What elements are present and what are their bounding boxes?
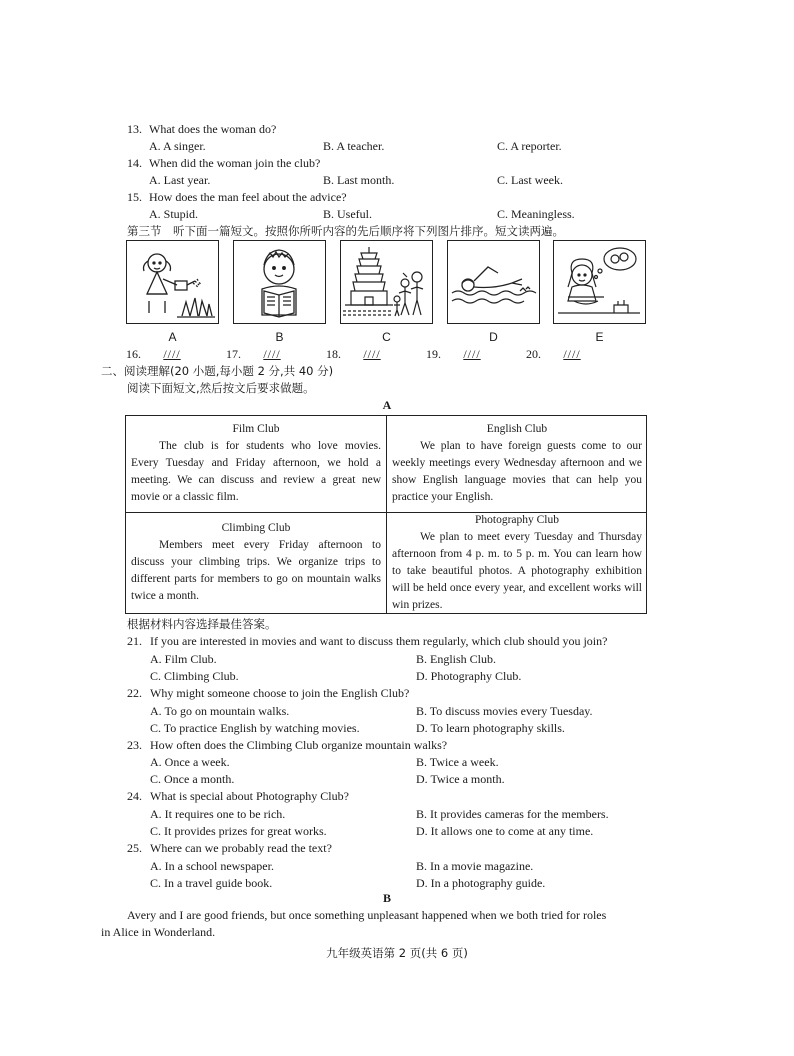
option-c[interactable]: C. Once a month. (150, 772, 235, 786)
option-c[interactable]: C. It provides prizes for great works. (150, 824, 327, 838)
option-a[interactable]: A. It requires one to be rich. (150, 807, 286, 821)
answer-blank-19[interactable]: //// (463, 347, 481, 361)
question-text: How does the man feel about the advice? (149, 190, 347, 204)
option-b[interactable]: B. It provides cameras for the members. (416, 807, 609, 821)
question-number: 25. (127, 841, 142, 855)
question-text: Why might someone choose to join the English Club? (150, 686, 410, 700)
option-c[interactable]: C. Climbing Club. (150, 669, 239, 683)
choose-instruction: 根据材料内容选择最佳答案。 (127, 617, 277, 631)
answer-number: 18. (326, 347, 341, 361)
option-d[interactable]: D. It allows one to come at any time. (416, 824, 594, 838)
picture-label-a: A (168, 330, 177, 344)
club-title: Film Club (232, 423, 280, 435)
club-description: The club is for students who love movies. Every Tuesday and Friday afternoon, we hold a meeting. We can discuss and review a great new movie or a classic film. (131, 440, 381, 503)
picture-a (126, 240, 219, 324)
club-description: We plan to have foreign guests come to our weekly meetings every Wednesday afternoon and we show English language movies that can help you practice your English. (392, 440, 642, 503)
club-title: English Club (486, 423, 548, 435)
answer-blank-18[interactable]: //// (363, 347, 381, 361)
question-number: 15. (127, 190, 142, 204)
passage-b-line: Avery and I are good friends, but once something unpleasant happened when we both tried for roles (127, 908, 607, 922)
answer-blank-16[interactable]: //// (163, 347, 181, 361)
question-number: 13. (127, 122, 142, 136)
option-a[interactable]: A. Once a week. (150, 755, 230, 769)
option-a[interactable]: A. In a school newspaper. (150, 859, 274, 873)
question-text: Where can we probably read the text? (150, 841, 332, 855)
question-text: What does the woman do? (149, 122, 277, 136)
option-b: B. Useful. (323, 207, 372, 221)
passage-b-line: in Alice in Wonderland. (101, 925, 216, 939)
picture-d (447, 240, 540, 324)
answer-blank-20[interactable]: //// (563, 347, 581, 361)
pagoda-tourists-icon (341, 241, 432, 323)
picture-label-c: C (382, 330, 391, 344)
club-title: Photography Club (474, 514, 559, 526)
option-c: C. Last week. (497, 173, 563, 187)
option-a[interactable]: A. Film Club. (150, 652, 217, 666)
swimmer-icon (448, 241, 539, 323)
reading-heading: 二、阅读理解(20 小题,每小题 2 分,共 40 分) (101, 364, 334, 378)
option-b[interactable]: B. In a movie magazine. (416, 859, 534, 873)
picture-label-e: E (595, 330, 604, 344)
option-b[interactable]: B. Twice a week. (416, 755, 499, 769)
option-a[interactable]: A. To go on mountain walks. (150, 704, 290, 718)
girl-cooking-icon (554, 241, 645, 323)
club-description: We plan to meet every Tuesday and Thursday afternoon from 4 p. m. to 5 p. m. You can learn how to take beautiful photos. A photography exhibition will be held once every year, and excellent works will win prizes. (392, 531, 642, 611)
option-b[interactable]: B. To discuss movies every Tuesday. (416, 704, 593, 718)
reading-instruction: 阅读下面短文,然后按文后要求做题。 (127, 381, 315, 395)
option-b: B. A teacher. (323, 139, 385, 153)
question-text: When did the woman join the club? (149, 156, 321, 170)
answer-number: 20. (526, 347, 541, 361)
club-description: Members meet every Friday afternoon to discuss your climbing trips. We organize trips to different parts for members to go on mountain walks twice a month. (131, 539, 381, 602)
answer-blank-17[interactable]: //// (263, 347, 281, 361)
passage-b-label: B (382, 891, 391, 905)
answer-number: 16. (126, 347, 141, 361)
picture-b (233, 240, 326, 324)
passage-a-label: A (382, 398, 392, 412)
option-a: A. Stupid. (149, 207, 199, 221)
option-d[interactable]: D. Twice a month. (416, 772, 505, 786)
option-c[interactable]: C. In a travel guide book. (150, 876, 273, 890)
question-text: How often does the Climbing Club organize mountain walks? (150, 738, 448, 752)
option-d[interactable]: D. To learn photography skills. (416, 721, 565, 735)
section3-instruction: 第三节 听下面一篇短文。按照你所听内容的先后顺序将下列图片排序。短文读两遍。 (127, 224, 564, 238)
answer-number: 17. (226, 347, 241, 361)
club-title: Climbing Club (221, 522, 291, 534)
picture-label-b: B (275, 330, 284, 344)
option-c: C. A reporter. (497, 139, 562, 153)
page-footer: 九年级英语第 2 页(共 6 页) (326, 946, 468, 960)
picture-e (553, 240, 646, 324)
girl-watering-flowers-icon (127, 241, 218, 323)
table-divider-vertical (386, 415, 387, 614)
option-d[interactable]: D. In a photography guide. (416, 876, 546, 890)
option-a: A. Last year. (149, 173, 211, 187)
question-text: If you are interested in movies and want to discuss them regularly, which club should you join? (150, 634, 608, 648)
question-number: 14. (127, 156, 142, 170)
option-c[interactable]: C. To practice English by watching movies. (150, 721, 360, 735)
question-text: What is special about Photography Club? (150, 789, 349, 803)
question-number: 23. (127, 738, 142, 752)
question-number: 24. (127, 789, 142, 803)
picture-c (340, 240, 433, 324)
picture-label-d: D (489, 330, 498, 344)
option-c: C. Meaningless. (497, 207, 575, 221)
question-number: 21. (127, 634, 142, 648)
question-number: 22. (127, 686, 142, 700)
option-b: B. Last month. (323, 173, 395, 187)
option-b[interactable]: B. English Club. (416, 652, 497, 666)
answer-number: 19. (426, 347, 441, 361)
option-a: A. A singer. (149, 139, 206, 153)
boy-reading-book-icon (234, 241, 325, 323)
option-d[interactable]: D. Photography Club. (416, 669, 522, 683)
